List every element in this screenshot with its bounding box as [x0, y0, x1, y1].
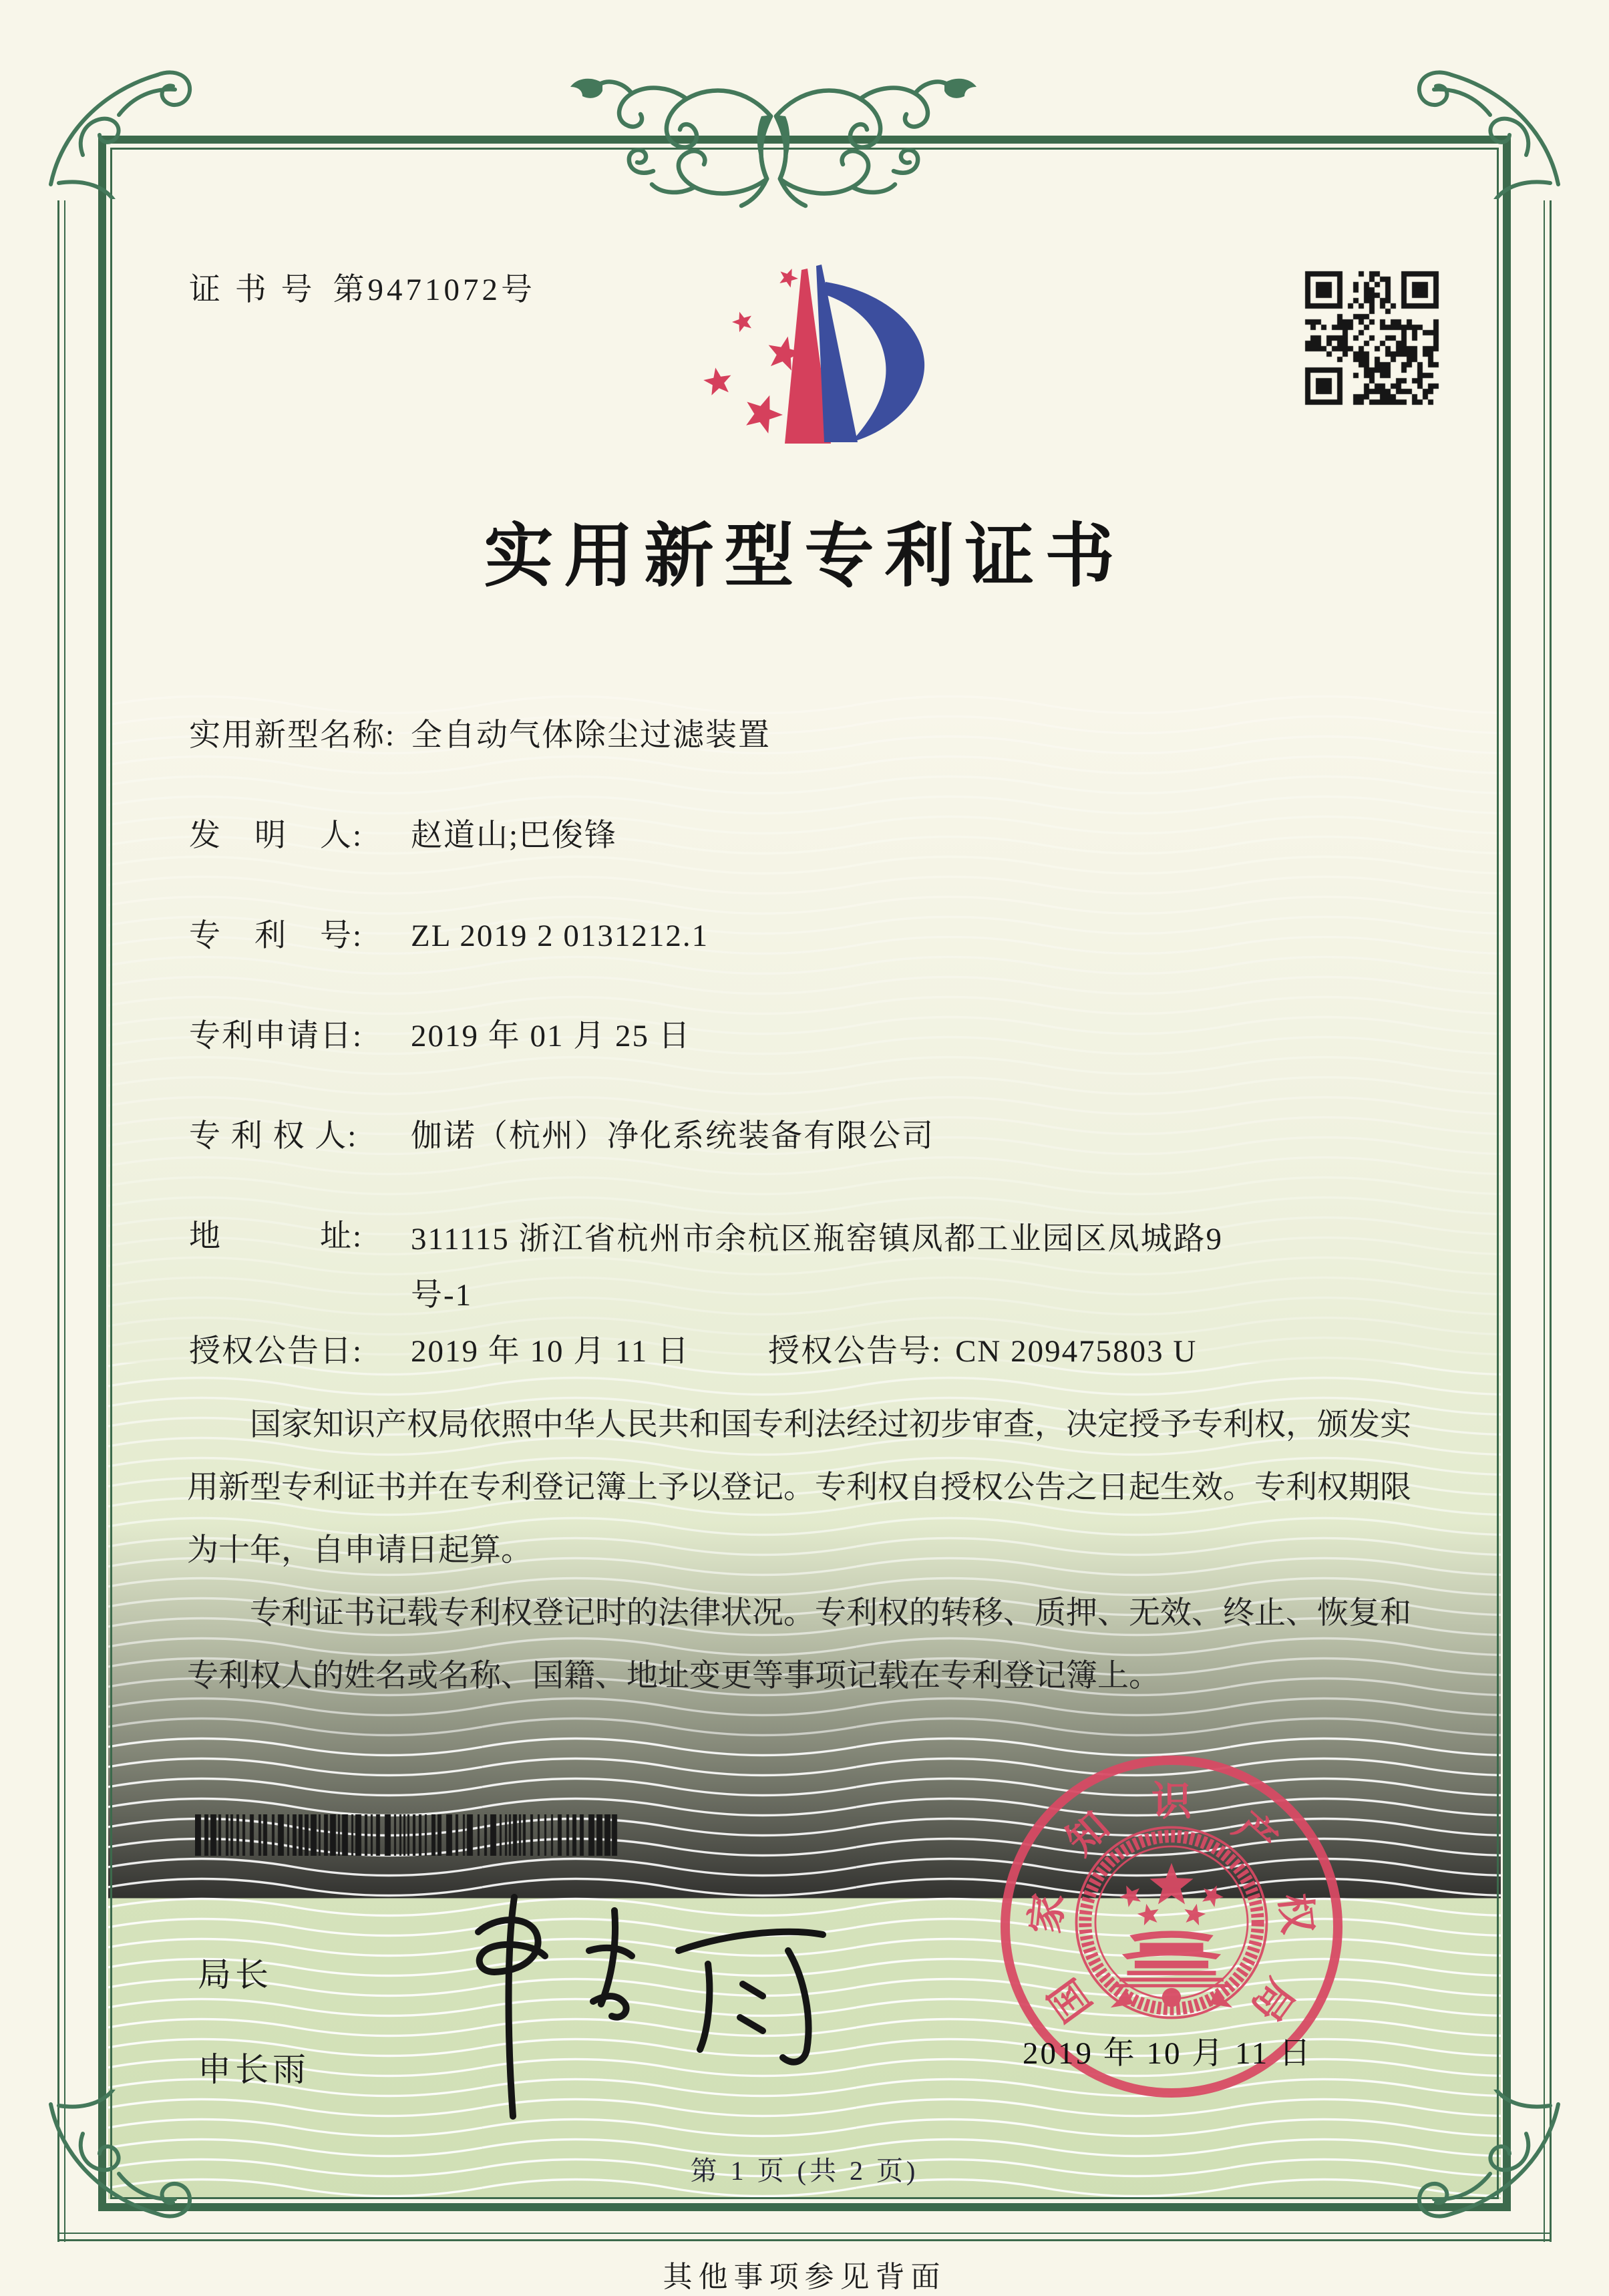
field-value: 2019 年 01 月 25 日 — [411, 1019, 691, 1053]
field-grant-date — [189, 1326, 690, 1371]
body-paragraph-1: 国家知识产权局依照中华人民共和国专利法经过初步审查，决定授予专利权，颁发实用新型专利证书并在专利登记簿上予以登记。专利权自授权公告之日起生效。专利权期限为十年，自申请日起算。 — [187, 1408, 1411, 1568]
field-label: 地 址: — [189, 1219, 363, 1254]
dragon-ornament-icon — [546, 52, 1001, 219]
cnipa-logo-icon — [676, 242, 938, 448]
field-label: 实用新型名称: — [189, 718, 396, 753]
outer-border-right — [1550, 200, 1552, 2242]
field-label: 授权公告日: — [189, 1334, 363, 1369]
field-utility-model-name — [189, 710, 771, 755]
seal-char: 产 — [1225, 1804, 1285, 1864]
body-paragraph-2: 专利证书记载专利权登记时的法律状况。专利权的转移、质押、无效、终止、恢复和专利权人的姓名或名称、国籍、地址变更等事项记载在专利登记簿上。 — [187, 1596, 1411, 1693]
outer-border-left-inner — [64, 200, 65, 2242]
legal-text — [187, 1393, 1424, 1707]
field-value: 311115 浙江省杭州市余杭区瓶窑镇凤都工业园区凤城路9 号-1 — [411, 1222, 1224, 1313]
field-value: CN 209475803 U — [955, 1334, 1198, 1369]
field-grant-number — [768, 1326, 1197, 1371]
page-title: 实用新型专利证书 — [484, 518, 1125, 595]
seal-char: 家 — [1023, 1891, 1071, 1936]
outer-border-bottom — [57, 2239, 1552, 2241]
seal-char: 局 — [1242, 1971, 1302, 2029]
field-patentee — [189, 1111, 934, 1156]
field-filing-date — [189, 1011, 691, 1055]
director-signature-icon — [414, 1870, 855, 2144]
outer-border-right-inner — [1544, 200, 1545, 2242]
field-label: 专利申请日: — [189, 1019, 363, 1053]
outer-border-left — [57, 200, 59, 2242]
field-label: 发 明 人: — [189, 818, 363, 853]
field-value: 赵道山;巴俊锋 — [411, 818, 618, 853]
seal-date: 2019 年 10 月 11 日 — [1022, 2036, 1312, 2071]
field-value: 全自动气体除尘过滤装置 — [411, 718, 771, 753]
seal-char: 知 — [1058, 1804, 1118, 1864]
field-value: 2019 年 10 月 11 日 — [411, 1334, 691, 1369]
outer-border-bottom-inner — [57, 2233, 1552, 2234]
certificate-number-value: 第9471072号 — [333, 273, 536, 307]
field-label: 专 利 权 人: — [189, 1119, 358, 1154]
seal-char: 识 — [1151, 1780, 1192, 1824]
field-address — [189, 1211, 1223, 1323]
field-inventor — [189, 810, 617, 855]
field-value: ZL 2019 2 0131212.1 — [411, 919, 709, 953]
barcode — [195, 1814, 622, 1856]
national-emblem-icon — [1070, 1821, 1273, 2024]
back-note: 其他事项参见背面 — [663, 2261, 946, 2293]
corner-flourish-icon — [1403, 32, 1570, 199]
field-value: 伽诺（杭州）净化系统装备有限公司 — [411, 1119, 934, 1154]
field-patent-number — [189, 911, 709, 955]
certificate-number — [189, 265, 536, 309]
seal-char: 权 — [1272, 1891, 1320, 1936]
field-label: 专 利 号: — [189, 919, 363, 953]
director-name: 申长雨 — [198, 2051, 310, 2088]
director-title: 局长 — [198, 1956, 273, 1993]
qr-code — [1294, 261, 1449, 416]
seal-char: 国 — [1041, 1971, 1101, 2029]
page-indicator: 第 1 页 (共 2 页) — [690, 2156, 919, 2186]
corner-flourish-icon — [39, 32, 206, 199]
certificate-number-label: 证 书 号 — [189, 273, 316, 307]
field-label: 授权公告号: — [768, 1334, 942, 1369]
